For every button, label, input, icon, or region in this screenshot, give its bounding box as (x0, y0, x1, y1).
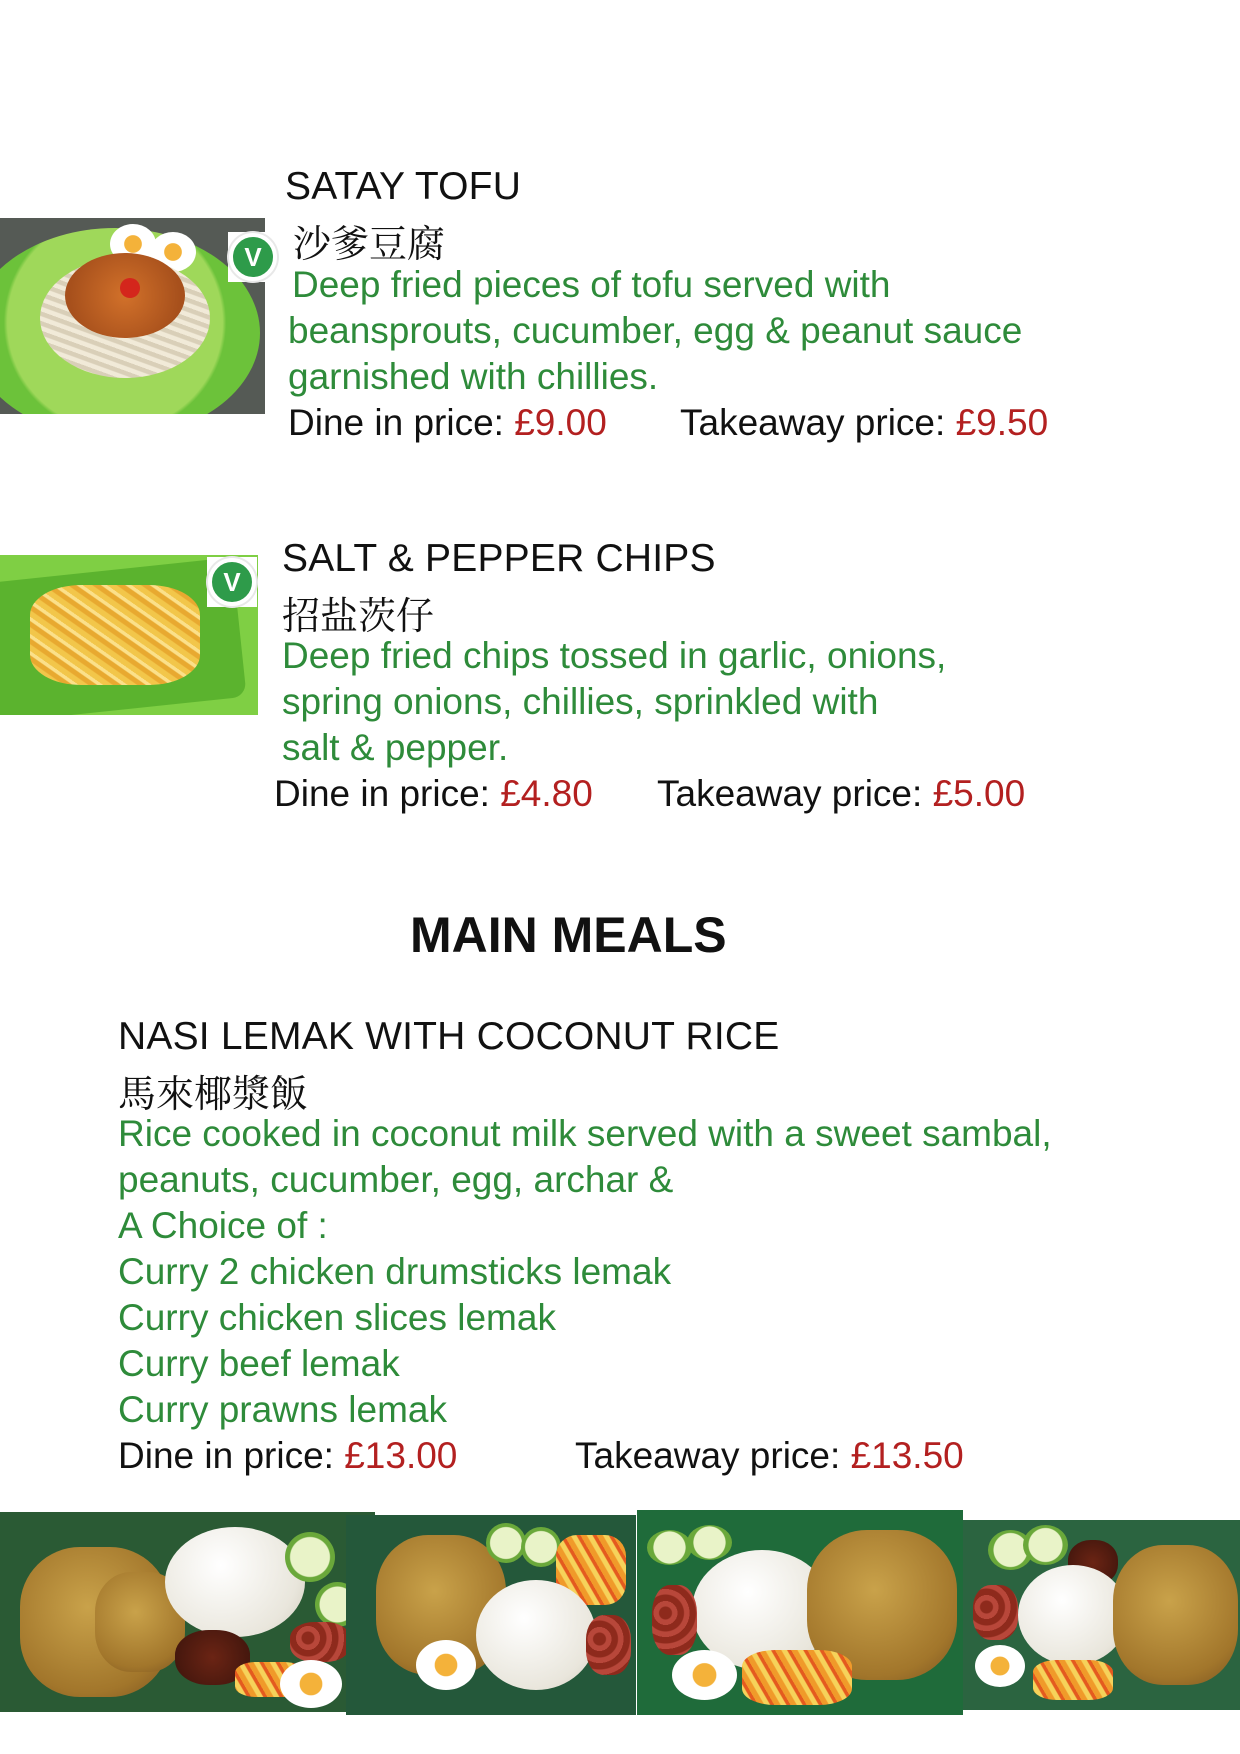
dine-in-price: £4.80 (500, 773, 593, 814)
vegetarian-badge-icon: V (229, 233, 277, 281)
nasi-lemak-drumsticks-photo (0, 1512, 375, 1712)
takeaway-price: £9.50 (955, 402, 1049, 443)
item-description-line: beansprouts, cucumber, egg & peanut sauce (288, 310, 1023, 351)
takeaway-price: £5.00 (932, 773, 1026, 814)
item-description-line: garnished with chillies. (288, 356, 659, 397)
takeaway-price-row (575, 1435, 964, 1477)
takeaway-label: Takeaway price: (575, 1435, 841, 1476)
takeaway-label: Takeaway price: (657, 773, 923, 814)
dine-in-price-row (274, 773, 593, 815)
item-name: SATAY TOFU (285, 165, 522, 208)
item-description-line: Deep fried chips tossed in garlic, onions, (282, 635, 947, 676)
takeaway-price: £13.50 (850, 1435, 964, 1476)
dine-in-label: Dine in price: (118, 1435, 334, 1476)
section-heading: MAIN MEALS (410, 907, 727, 963)
item-description-line: spring onions, chillies, sprinkled with (282, 681, 879, 722)
dine-in-label: Dine in price: (274, 773, 490, 814)
dine-in-price-row (118, 1435, 457, 1477)
item-name: SALT & PEPPER CHIPS (282, 537, 716, 580)
nasi-lemak-chicken-slices-photo (346, 1515, 636, 1715)
item-description-line: Curry prawns lemak (118, 1389, 447, 1430)
vegetarian-badge-icon: V (208, 558, 256, 606)
item-description-line: Curry chicken slices lemak (118, 1297, 556, 1338)
item-chinese-name: 招盐茨仔 (282, 594, 435, 638)
salt-pepper-chips-veg-badge-bg (207, 557, 257, 607)
dine-in-price: £9.00 (514, 402, 607, 443)
nasi-lemak-prawns-photo (963, 1520, 1240, 1710)
takeaway-price-row (680, 402, 1048, 444)
dine-in-price-row (288, 402, 607, 444)
item-description-line: A Choice of : (118, 1205, 328, 1246)
item-chinese-name: 沙爹豆腐 (293, 222, 446, 266)
item-description-line: Rice cooked in coconut milk served with a sweet sambal, (118, 1113, 1052, 1154)
satay-tofu-veg-badge-bg (228, 232, 278, 282)
item-description-line: Deep fried pieces of tofu served with (292, 264, 891, 305)
satay-tofu-photo (0, 218, 265, 414)
item-description-line: Curry 2 chicken drumsticks lemak (118, 1251, 672, 1292)
item-description-line: salt & pepper. (282, 727, 509, 768)
item-description-line: Curry beef lemak (118, 1343, 400, 1384)
takeaway-label: Takeaway price: (680, 402, 946, 443)
item-chinese-name: 馬來椰漿飯 (118, 1072, 309, 1116)
item-name: NASI LEMAK WITH COCONUT RICE (118, 1015, 780, 1058)
dine-in-price: £13.00 (344, 1435, 458, 1476)
dine-in-label: Dine in price: (288, 402, 504, 443)
item-description-line: peanuts, cucumber, egg, archar & (118, 1159, 674, 1200)
nasi-lemak-beef-photo (637, 1510, 963, 1715)
takeaway-price-row (657, 773, 1025, 815)
